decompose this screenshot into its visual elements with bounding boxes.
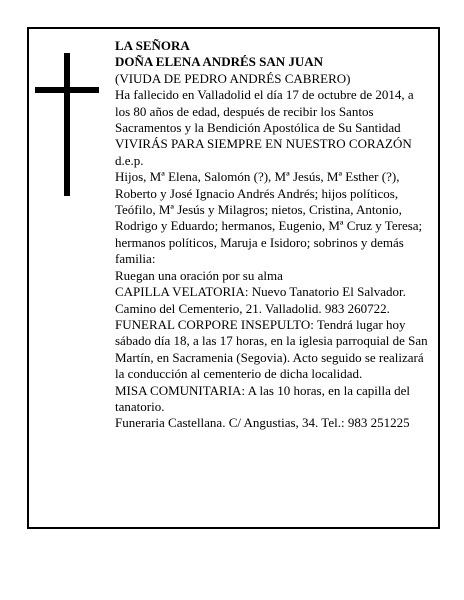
death-notice: Ha fallecido en Valladolid el día 17 de octubre de 2014, a los 80 años de edad, después de recibir los Santos Sacramentos y la Bendición Apostólica de Su Santidad xyxy=(115,87,414,136)
widow-of: (VIUDA DE PEDRO ANDRÉS CABRERO) xyxy=(115,70,351,86)
heading: LA SEÑORA xyxy=(115,38,190,53)
obituary-text xyxy=(115,38,430,432)
family-list: Hijos, Mª Elena, Salomón (?), Mª Jesús, Mª Esther (?), Roberto y José Ignacio Andrés Andrés; hijos políticos, Teófilo, Mª Jesús y Milagros; nietos, Cristina, Antonio, Rodrigo y Eduardo; hermanos, Eugenio, Mª Cruz y Teresa; hermanos políticos, Maruja e Isidoro; sobrinos y demás familia: xyxy=(115,169,423,267)
prayer-request: Ruegan una oración por su alma xyxy=(115,267,283,283)
dep: d.e.p. xyxy=(115,152,144,168)
funeral-home-info: Funeraria Castellana. C/ Angustias, 34. Tel.: 983 251225 xyxy=(115,415,410,431)
wake-info: CAPILLA VELATORIA: Nuevo Tanatorio El Salvador. Camino del Cementerio, 21. Valladolid. 983 260722. xyxy=(115,284,406,316)
cross-icon-horizontal-bar xyxy=(35,87,99,93)
deceased-name: DOÑA ELENA ANDRÉS SAN JUAN xyxy=(115,54,324,70)
mass-info: MISA COMUNITARIA: A las 10 horas, en la capilla del tanatorio. xyxy=(115,382,411,414)
funeral-info: FUNERAL CORPORE INSEPULTO: Tendrá lugar hoy sábado día 18, a las 17 horas, en la iglesia parroquial de San Martín, en Sacramenia (Segovia). Acto seguido se realizará la conducción al cementerio de dicha localidad. xyxy=(115,316,428,382)
motto: VIVIRÁS PARA SIEMPRE EN NUESTRO CORAZÓN xyxy=(115,136,412,152)
cross-icon-vertical-bar xyxy=(64,53,70,196)
